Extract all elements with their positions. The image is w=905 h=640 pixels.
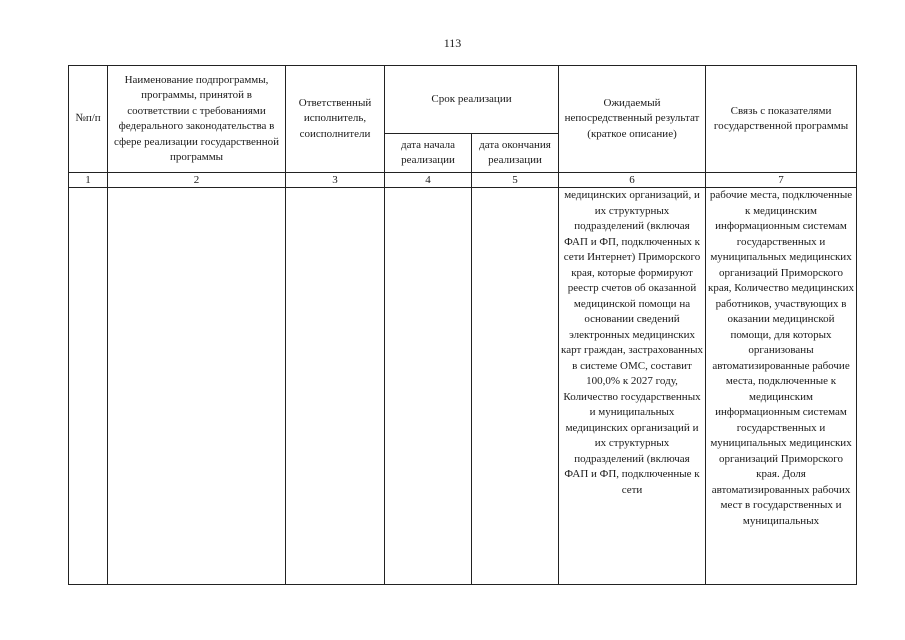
column-number: 5 [472, 173, 559, 188]
column-number: 1 [69, 173, 108, 188]
table-row [69, 188, 857, 585]
row-link-cell [706, 188, 857, 585]
row-num-cell [69, 188, 108, 585]
program-table [68, 65, 857, 585]
page-number: 113 [443, 36, 462, 50]
header-col-num: №п/п [69, 66, 108, 173]
row-name-cell [108, 188, 286, 585]
header-col-result: Ожидаемый непосредственный результат (краткое описание) [559, 66, 706, 173]
header-col-period: Срок реализации [385, 66, 559, 134]
row-result-cell [559, 188, 706, 585]
column-number: 3 [286, 173, 385, 188]
column-number: 2 [108, 173, 286, 188]
column-number: 6 [559, 173, 706, 188]
header-col-name: Наименование подпрограммы, программы, принятой в соответствии с требованиями федерального законодательства в сфере реализации государственной программы [108, 66, 286, 173]
expected-result-text: медицинских организаций, и их структурных подразделений (включая ФАП и ФП, подключенных к сети Интернет) Приморского края, которые формируют реестр счетов об оказанной медицинской помощи на основании сведений электронных медицинских карт граждан, застрахованных в системе ОМС, составит 100,0% к 2027 году, Количество государственных и муниципальных медицинских организаций и их структурных подразделений (включая ФАП и ФП, подключенные к сети [561, 189, 703, 496]
header-col-link: Связь с показателями государственной программы [706, 66, 857, 173]
header-col-end: дата окончания реализации [472, 134, 559, 173]
column-number: 4 [385, 173, 472, 188]
row-end-cell [472, 188, 559, 585]
column-number: 7 [706, 173, 857, 188]
header-col-executor: Ответственный исполнитель, соисполнители [286, 66, 385, 173]
header-row-top [69, 66, 857, 134]
indicator-link-text: рабочие места, подключенные к медицинским информационным системам государственных и муниципальных медицинских организаций Приморского края, Количество медицинских работников, участвующих в оказании медицинской помощи, для которых организованы автоматизированные рабочие места, подключенные к медицинским информационным системам государственных и муниципальных медицинских организаций Приморского края. Доля автоматизированных рабочих мест в государственных и муниципальных [708, 189, 855, 527]
row-executor-cell [286, 188, 385, 585]
row-start-cell [385, 188, 472, 585]
column-numbers-row [69, 173, 857, 188]
header-col-start: дата начала реализации [385, 134, 472, 173]
